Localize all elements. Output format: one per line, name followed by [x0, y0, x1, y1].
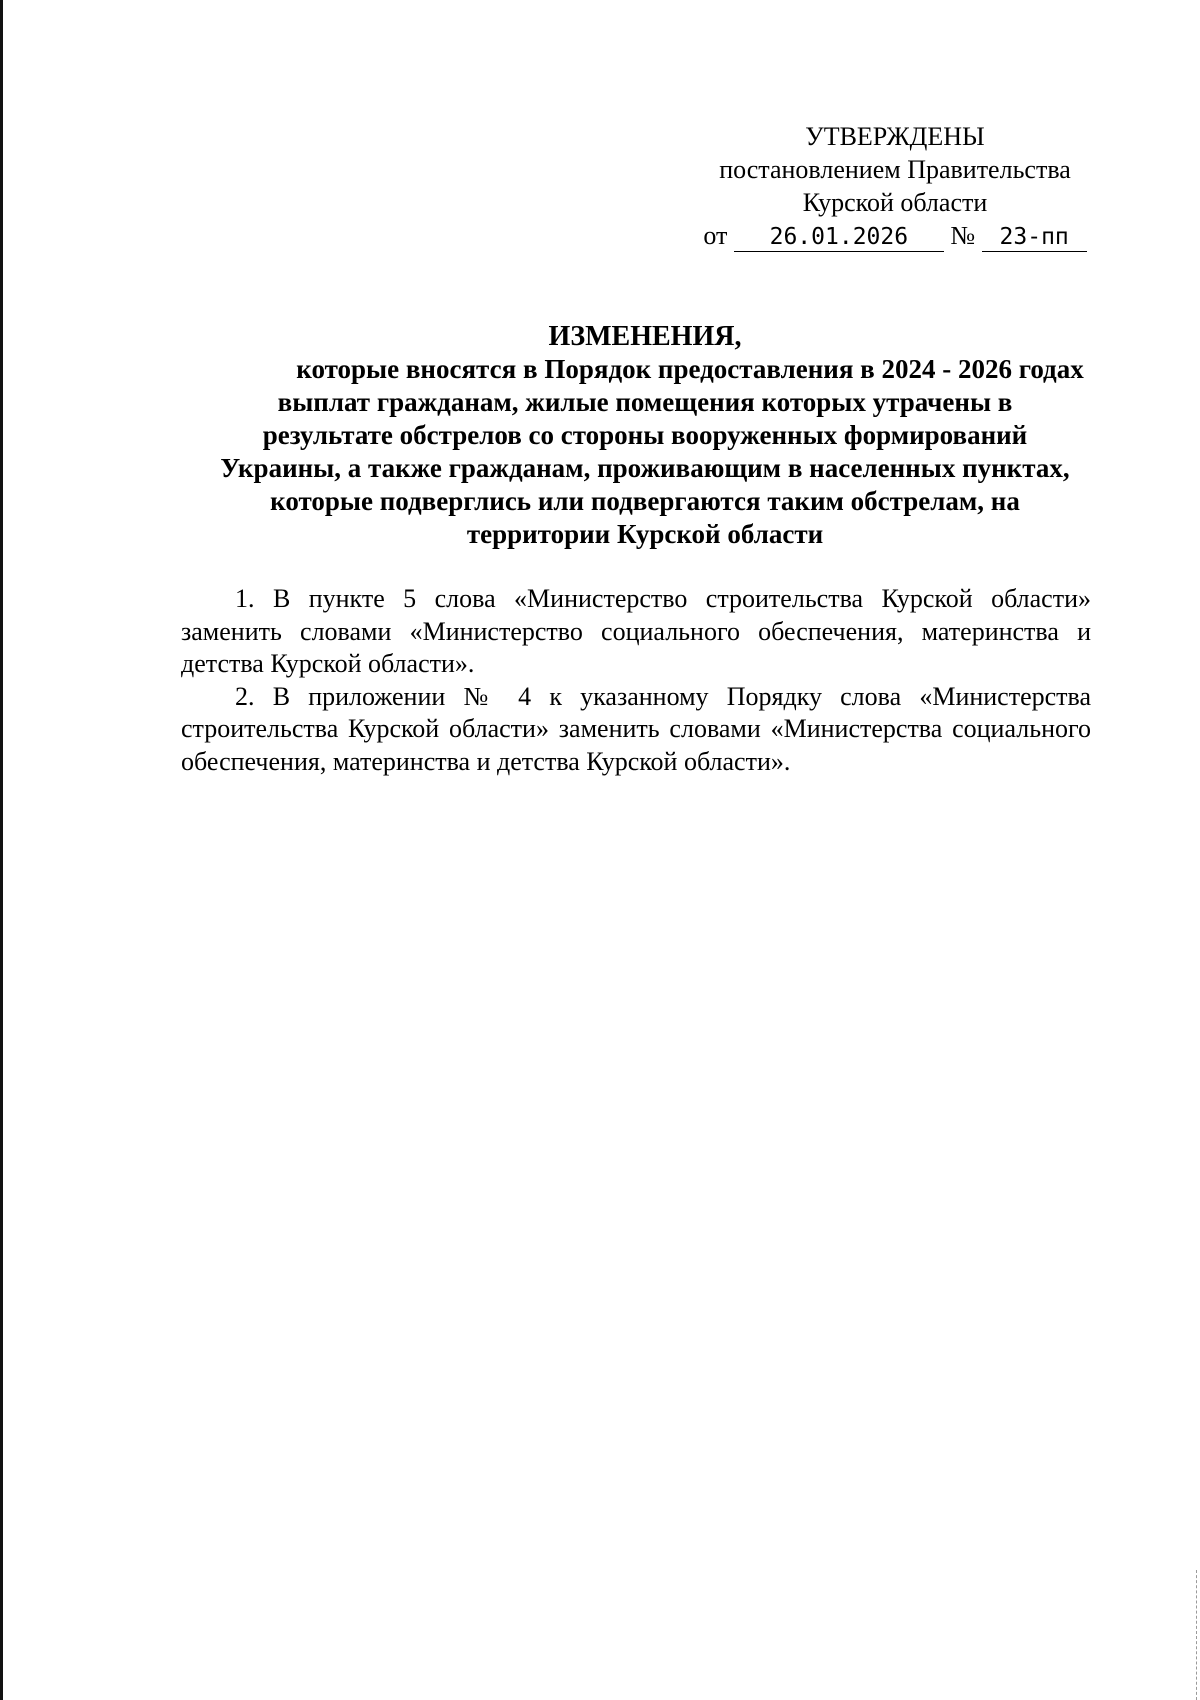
date-prefix: от	[703, 221, 728, 250]
approval-date: 26.01.2026	[734, 224, 944, 252]
title-line: которые вносятся в Порядок предоставления в 2024 - 2026 годах	[296, 354, 1084, 384]
title-heading: ИЗМЕНЕНИЯ,	[548, 321, 742, 352]
title-line: Украины, а также гражданам, проживающим в населенных пунктах,	[220, 453, 1070, 483]
body-paragraph: 1. В пункте 5 слова «Министерство строительства Курской области» заменить словами «Министерство социального обеспечения, материнства и детства Курской области».	[181, 584, 1091, 678]
scan-border-left	[0, 0, 3, 1700]
scan-border-right	[1196, 1570, 1200, 1700]
approval-number: 23-пп	[982, 224, 1087, 252]
approval-stamp	[690, 120, 1100, 252]
approval-issuer-line-2: Курской области	[802, 188, 988, 217]
approval-status: УТВЕРЖДЕНЫ	[805, 122, 985, 151]
document-body	[181, 583, 1091, 778]
title-line: которые подверглись или подвергаются таким обстрелам, на	[270, 486, 1020, 516]
approval-date-line	[690, 219, 1100, 252]
approval-issuer-line-1: постановлением Правительства	[719, 155, 1071, 184]
body-paragraph: 2. В приложении № 4 к указанному Порядку слова «Министерства строительства Курской области» заменить словами «Министерства социального обеспечения, материнства и детства Курской области».	[181, 681, 1091, 776]
number-sign: №	[950, 221, 976, 250]
title-line: выплат гражданам, жилые помещения которых утрачены в	[277, 387, 1013, 417]
title-line: результате обстрелов со стороны вооруженных формирований	[262, 420, 1028, 450]
document-title	[150, 320, 1140, 551]
title-line: территории Курской области	[466, 519, 824, 549]
